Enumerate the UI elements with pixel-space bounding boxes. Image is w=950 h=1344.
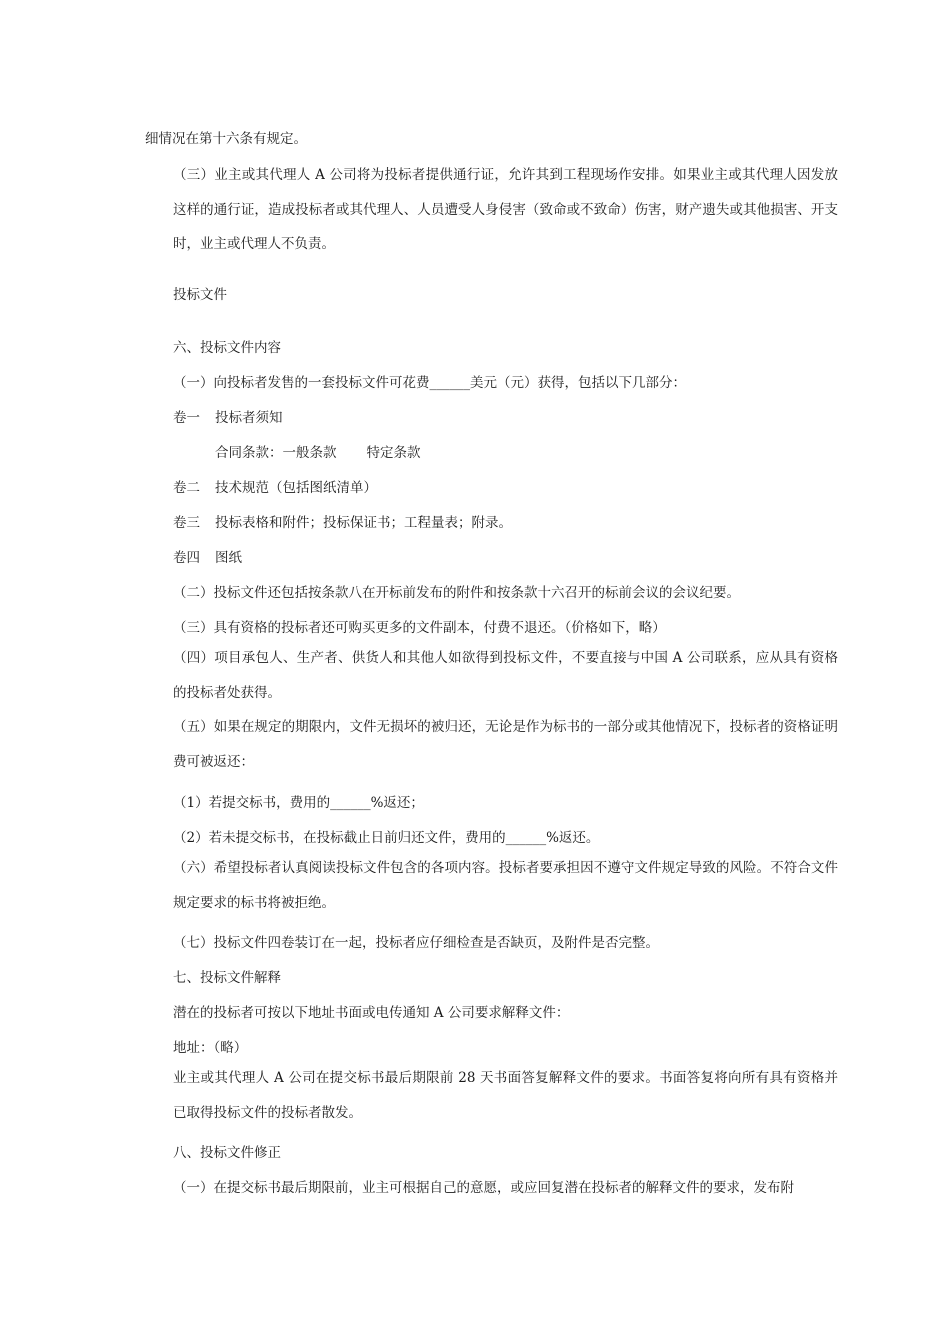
paragraph-pass-permit: （三）业主或其代理人 A 公司将为投标者提供通行证，允许其到工程现场作安排。如果业主或其代理人因发放这样的通行证，造成投标者或其代理人、人员遭受人身侵害（致命或不致命）伤害，财产遗失或其他损害、开支时，业主或代理人不负责。 [173, 167, 838, 252]
heading-seven: 七、投标文件解释 [173, 970, 281, 986]
volume-2-text: 技术规范（包括图纸清单） [215, 480, 377, 496]
paragraph-6-5-2: （2）若未提交标书，在投标截止日前归还文件，费用的______%返还。 [173, 830, 600, 846]
volume-1-text: 投标者须知 [215, 410, 283, 426]
volume-4-row [145, 547, 242, 569]
paragraph-6-5: （五）如果在规定的期限内，文件无损坏的被归还，无论是作为标书的一部分或其他情况下，投标者的资格证明费可被返还： [173, 719, 838, 770]
volume-2-row [145, 477, 377, 499]
volume-1-sub-specific: 特定条款 [366, 445, 421, 461]
paragraph-6-2: （二）投标文件还包括按条款八在开标前发布的附件和按条款十六召开的标前会议的会议纪要。 [173, 585, 740, 601]
paragraph-6-4: （四）项目承包人、生产者、供货人和其他人如欲得到投标文件，不要直接与中国 A 公司联系，应从具有资格的投标者处获得。 [173, 650, 838, 701]
paragraph-7-1: 潜在的投标者可按以下地址书面或电传通知 A 公司要求解释文件： [173, 1005, 570, 1021]
paragraph-6-6: （六）希望投标者认真阅读投标文件包含的各项内容。投标者要承担因不遵守文件规定导致的风险。不符合文件规定要求的标书将被拒绝。 [173, 860, 838, 911]
volume-4-text: 图纸 [215, 550, 242, 566]
paragraph-8-1: （一）在提交标书最后期限前，业主可根据自己的意愿，或应回复潜在投标者的解释文件的要求，发布附 [173, 1180, 794, 1196]
heading-eight: 八、投标文件修正 [173, 1145, 281, 1161]
paragraph-6-1: （一）向投标者发售的一套投标文件可花费______美元（元）获得，包括以下几部分： [173, 375, 686, 391]
volume-1-row [145, 407, 283, 429]
paragraph-continuation: 细情况在第十六条有规定。 [145, 131, 307, 147]
volume-3-label: 卷三 [173, 515, 200, 531]
paragraph-6-7: （七）投标文件四卷装订在一起，投标者应仔细检查是否缺页，及附件是否完整。 [173, 935, 659, 951]
volume-2-label: 卷二 [173, 480, 200, 496]
section-heading-bid-documents: 投标文件 [173, 287, 227, 303]
volume-4-label: 卷四 [173, 550, 200, 566]
heading-six: 六、投标文件内容 [173, 340, 281, 356]
volume-3-row [145, 512, 512, 534]
paragraph-address: 地址：（略） [173, 1040, 248, 1056]
volume-1-sub-row [145, 442, 421, 464]
paragraph-7-reply: 业主或其代理人 A 公司在提交标书最后期限前 28 天书面答复解释文件的要求。书面答复将向所有具有资格并已取得投标文件的投标者散发。 [173, 1070, 838, 1121]
paragraph-6-5-1: （1）若提交标书，费用的______%返还； [173, 795, 424, 811]
paragraph-6-3: （三）具有资格的投标者还可购买更多的文件副本，付费不退还。（价格如下，略） [173, 620, 666, 636]
volume-1-label: 卷一 [173, 410, 200, 426]
volume-3-text: 投标表格和附件；投标保证书；工程量表；附录。 [215, 515, 512, 531]
volume-1-sub-general: 合同条款：一般条款 [215, 445, 337, 461]
